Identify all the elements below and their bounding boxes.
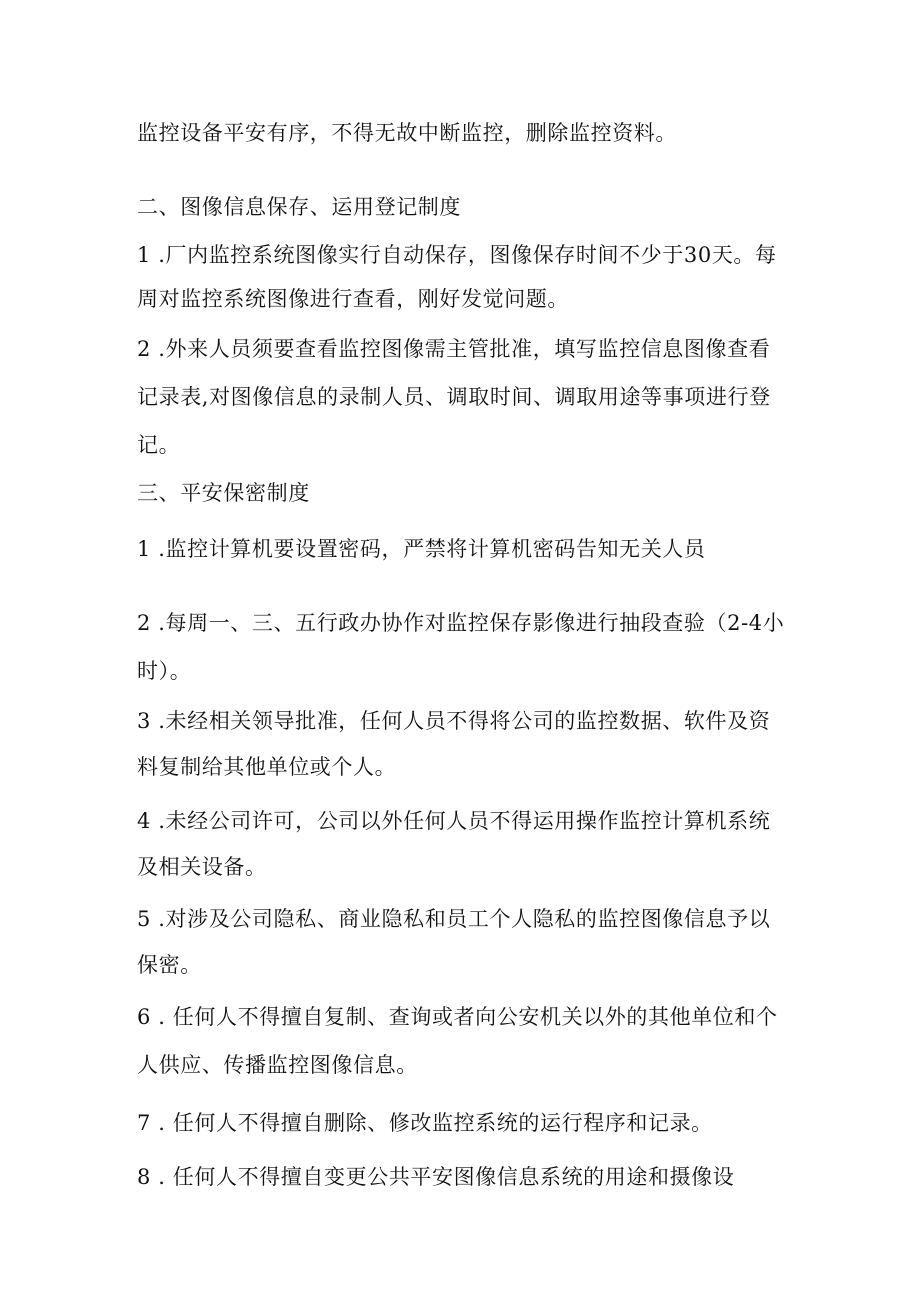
paragraph-line: 记。 bbox=[137, 433, 181, 457]
paragraph-line: 时）。 bbox=[137, 659, 192, 683]
paragraph-line: 1 .监控计算机要设置密码，严禁将计算机密码告知无关人员 bbox=[137, 537, 706, 561]
paragraph-line: 2 .外来人员须要查看监控图像需主管批准，填写监控信息图像查看 bbox=[137, 337, 771, 361]
section-heading: 三、平安保密制度 bbox=[137, 481, 310, 505]
paragraph-line: 1 .厂内监控系统图像实行自动保存，图像保存时间不少于30天。每 bbox=[137, 243, 777, 267]
paragraph-line: 及相关设备。 bbox=[137, 855, 267, 879]
paragraph-line: 6 . 任何人不得擅自复制、查询或者向公安机关以外的其他单位和个 bbox=[137, 1005, 778, 1029]
paragraph-line: 料复制给其他单位或个人。 bbox=[137, 755, 397, 779]
paragraph-line: 5 .对涉及公司隐私、商业隐私和员工个人隐私的监控图像信息予以 bbox=[137, 907, 771, 931]
paragraph-line: 人供应、传播监控图像信息。 bbox=[137, 1053, 418, 1077]
paragraph-line: 4 .未经公司许可，公司以外任何人员不得运用操作监控计算机系统 bbox=[137, 809, 771, 833]
paragraph-line: 2 .每周一、三、五行政办协作对监控保存影像进行抽段查验（2-4小 bbox=[137, 611, 785, 635]
paragraph-line: 记录表,对图像信息的录制人员、调取时间、调取用途等事项进行登 bbox=[137, 385, 771, 409]
paragraph-line: 周对监控系统图像进行查看，刚好发觉问题。 bbox=[137, 287, 569, 311]
paragraph-line: 监控设备平安有序，不得无故中断监控，删除监控资料。 bbox=[137, 121, 677, 145]
paragraph-line: 8 . 任何人不得擅自变更公共平安图像信息系统的用途和摄像设 bbox=[137, 1165, 735, 1189]
paragraph-line: 保密。 bbox=[137, 953, 202, 977]
section-heading: 二、图像信息保存、运用登记制度 bbox=[137, 195, 461, 219]
paragraph-line: 3 .未经相关领导批准，任何人员不得将公司的监控数据、软件及资 bbox=[137, 709, 771, 733]
paragraph-line: 7 . 任何人不得擅自删除、修改监控系统的运行程序和记录。 bbox=[137, 1111, 713, 1135]
